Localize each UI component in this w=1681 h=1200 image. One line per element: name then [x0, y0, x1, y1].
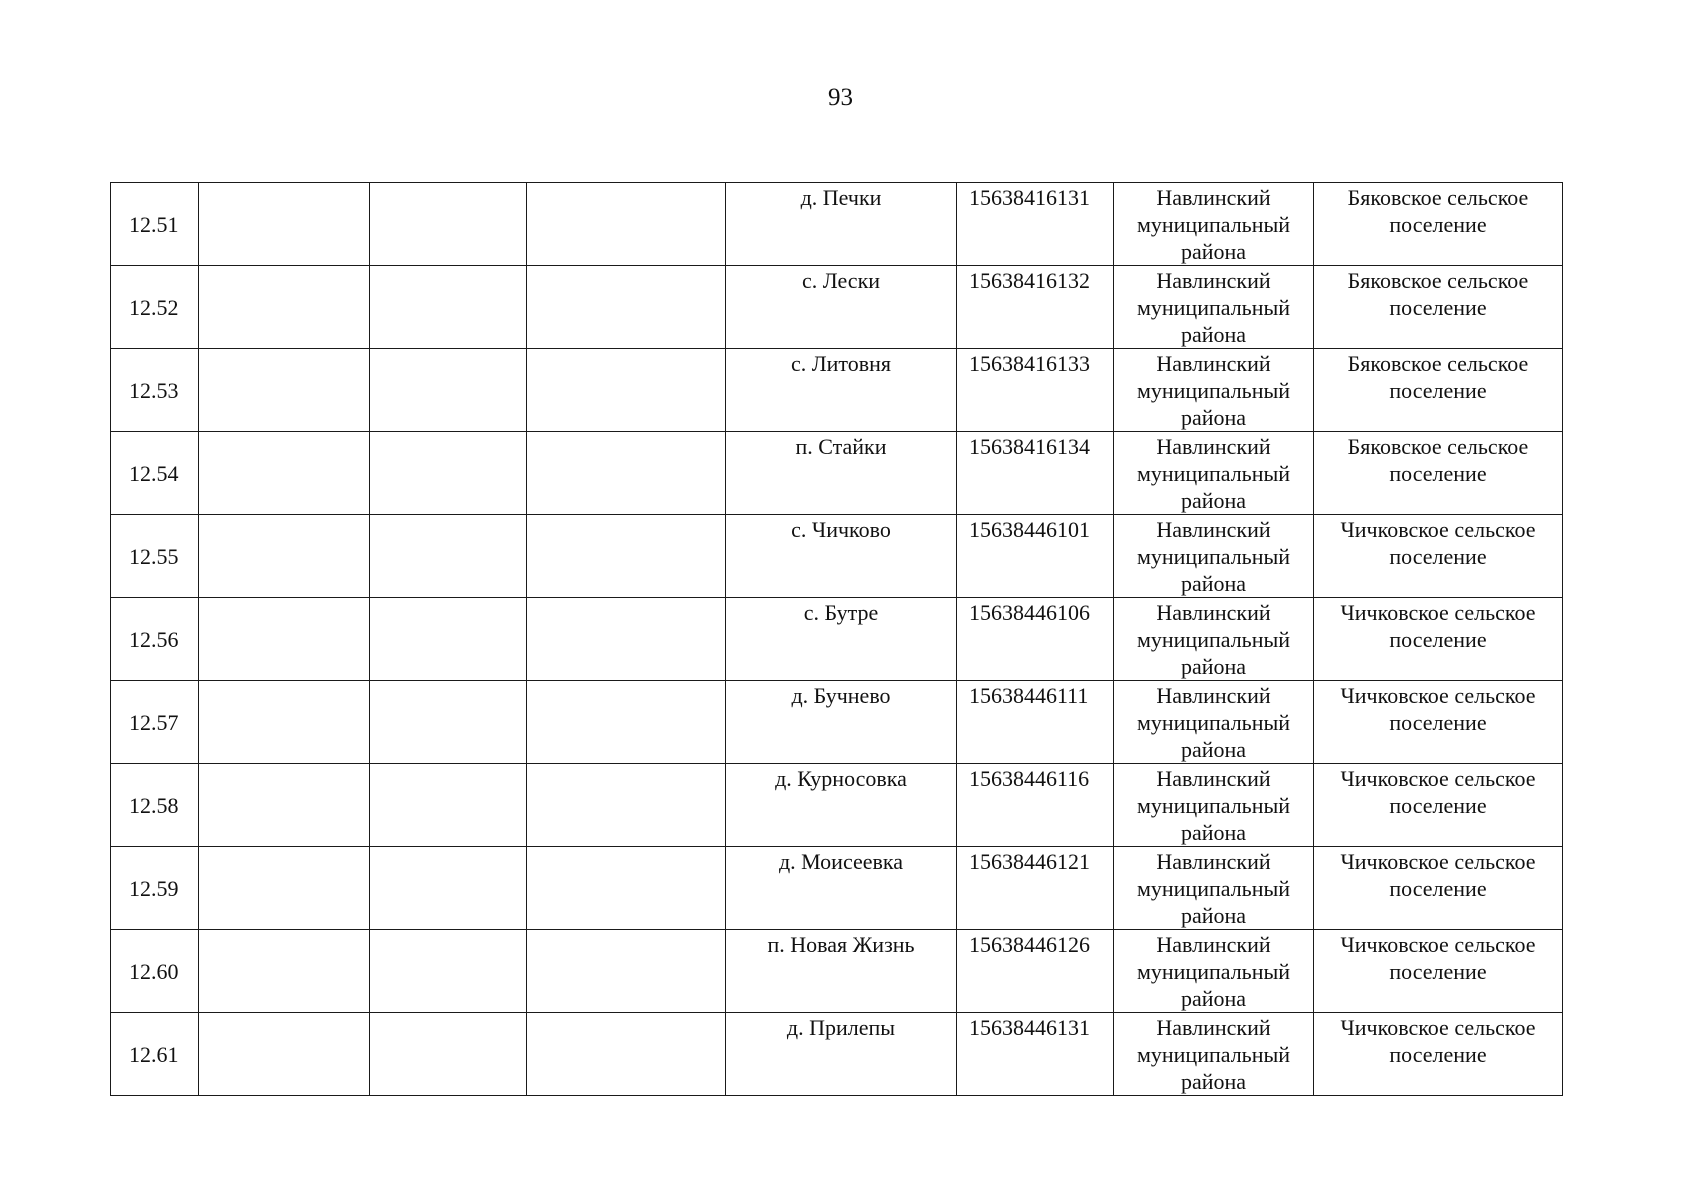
empty-cell: [527, 183, 726, 266]
municipality-name: [1314, 432, 1563, 515]
district-line: района: [1180, 488, 1247, 513]
table-row: [111, 349, 1563, 432]
oktmo-code: 15638446116: [957, 764, 1114, 847]
row-number: 12.54: [111, 432, 199, 515]
district-line: муниципальный: [1136, 295, 1291, 320]
settlement-name: д. Печки: [726, 183, 957, 266]
empty-cell: [370, 764, 527, 847]
settlement-name: д. Бучнево: [726, 681, 957, 764]
municipality-name: [1314, 764, 1563, 847]
empty-cell: [527, 847, 726, 930]
district-name: [1114, 432, 1314, 515]
empty-cell: [370, 266, 527, 349]
district-line: района: [1180, 322, 1247, 347]
empty-cell: [370, 349, 527, 432]
oktmo-code: 15638446111: [957, 681, 1114, 764]
settlement-name: д. Курносовка: [726, 764, 957, 847]
district-name: [1114, 183, 1314, 266]
district-line: района: [1180, 986, 1247, 1011]
district-line: Навлинский: [1156, 600, 1271, 625]
oktmo-code: 15638446126: [957, 930, 1114, 1013]
district-name: [1114, 764, 1314, 847]
district-name: [1114, 349, 1314, 432]
district-name: [1114, 847, 1314, 930]
empty-cell: [527, 349, 726, 432]
district-line: муниципальный: [1136, 1042, 1291, 1067]
district-line: района: [1180, 737, 1247, 762]
district-line: муниципальный: [1136, 378, 1291, 403]
table-row: [111, 847, 1563, 930]
municipality-line: поселение: [1389, 959, 1487, 984]
row-number: 12.59: [111, 847, 199, 930]
oktmo-code: 15638446131: [957, 1013, 1114, 1096]
municipality-line: Бяковское сельское: [1347, 268, 1529, 293]
table-row: [111, 1013, 1563, 1096]
empty-cell: [527, 764, 726, 847]
municipality-line: Чичковское сельское: [1340, 766, 1536, 791]
empty-cell: [370, 183, 527, 266]
table-body: [111, 183, 1563, 1096]
empty-cell: [370, 515, 527, 598]
district-line: Навлинский: [1156, 268, 1271, 293]
empty-cell: [199, 930, 370, 1013]
settlements-table: [110, 182, 1563, 1096]
district-line: муниципальный: [1136, 793, 1291, 818]
oktmo-code: 15638416131: [957, 183, 1114, 266]
district-line: муниципальный: [1136, 959, 1291, 984]
municipality-line: поселение: [1389, 710, 1487, 735]
row-number: 12.58: [111, 764, 199, 847]
district-line: Навлинский: [1156, 351, 1271, 376]
empty-cell: [370, 681, 527, 764]
district-name: [1114, 515, 1314, 598]
district-line: муниципальный: [1136, 461, 1291, 486]
municipality-name: [1314, 681, 1563, 764]
municipality-line: поселение: [1389, 876, 1487, 901]
district-line: района: [1180, 1069, 1247, 1094]
empty-cell: [370, 598, 527, 681]
municipality-name: [1314, 349, 1563, 432]
district-line: района: [1180, 820, 1247, 845]
district-name: [1114, 598, 1314, 681]
row-number: 12.61: [111, 1013, 199, 1096]
oktmo-code: 15638446101: [957, 515, 1114, 598]
district-line: муниципальный: [1136, 876, 1291, 901]
empty-cell: [199, 764, 370, 847]
page-number: 93: [828, 84, 853, 111]
row-number: 12.53: [111, 349, 199, 432]
district-name: [1114, 930, 1314, 1013]
settlement-name: п. Стайки: [726, 432, 957, 515]
table-row: [111, 764, 1563, 847]
municipality-line: Чичковское сельское: [1340, 849, 1536, 874]
district-line: муниципальный: [1136, 212, 1291, 237]
municipality-name: [1314, 847, 1563, 930]
settlement-name: д. Прилепы: [726, 1013, 957, 1096]
district-line: муниципальный: [1136, 627, 1291, 652]
oktmo-code: 15638416132: [957, 266, 1114, 349]
empty-cell: [370, 847, 527, 930]
district-line: Навлинский: [1156, 932, 1271, 957]
municipality-line: поселение: [1389, 627, 1487, 652]
empty-cell: [199, 681, 370, 764]
empty-cell: [527, 432, 726, 515]
municipality-line: Чичковское сельское: [1340, 517, 1536, 542]
settlement-name: п. Новая Жизнь: [726, 930, 957, 1013]
row-number: 12.60: [111, 930, 199, 1013]
empty-cell: [527, 266, 726, 349]
municipality-line: поселение: [1389, 378, 1487, 403]
district-name: [1114, 681, 1314, 764]
municipality-line: поселение: [1389, 1042, 1487, 1067]
empty-cell: [199, 847, 370, 930]
municipality-line: Чичковское сельское: [1340, 683, 1536, 708]
empty-cell: [527, 930, 726, 1013]
settlement-name: с. Бутре: [726, 598, 957, 681]
empty-cell: [527, 1013, 726, 1096]
empty-cell: [527, 515, 726, 598]
empty-cell: [527, 681, 726, 764]
row-number: 12.55: [111, 515, 199, 598]
municipality-name: [1314, 266, 1563, 349]
empty-cell: [199, 432, 370, 515]
district-line: Навлинский: [1156, 849, 1271, 874]
oktmo-code: 15638446106: [957, 598, 1114, 681]
empty-cell: [370, 432, 527, 515]
district-line: района: [1180, 571, 1247, 596]
row-number: 12.57: [111, 681, 199, 764]
district-line: района: [1180, 654, 1247, 679]
district-name: [1114, 266, 1314, 349]
empty-cell: [199, 1013, 370, 1096]
oktmo-code: 15638446121: [957, 847, 1114, 930]
row-number: 12.52: [111, 266, 199, 349]
row-number: 12.51: [111, 183, 199, 266]
table-row: [111, 266, 1563, 349]
municipality-line: поселение: [1389, 793, 1487, 818]
district-line: муниципальный: [1136, 544, 1291, 569]
district-line: района: [1180, 903, 1247, 928]
settlement-name: д. Моисеевка: [726, 847, 957, 930]
municipality-name: [1314, 515, 1563, 598]
municipality-name: [1314, 930, 1563, 1013]
table-row: [111, 598, 1563, 681]
municipality-line: Чичковское сельское: [1340, 932, 1536, 957]
municipality-line: поселение: [1389, 461, 1487, 486]
empty-cell: [199, 515, 370, 598]
empty-cell: [370, 1013, 527, 1096]
oktmo-code: 15638416133: [957, 349, 1114, 432]
municipality-line: поселение: [1389, 212, 1487, 237]
empty-cell: [199, 266, 370, 349]
table-row: [111, 183, 1563, 266]
municipality-name: [1314, 183, 1563, 266]
district-line: муниципальный: [1136, 710, 1291, 735]
municipality-line: Бяковское сельское: [1347, 351, 1529, 376]
district-line: Навлинский: [1156, 434, 1271, 459]
district-line: Навлинский: [1156, 766, 1271, 791]
municipality-line: Чичковское сельское: [1340, 600, 1536, 625]
row-number: 12.56: [111, 598, 199, 681]
municipality-line: Бяковское сельское: [1347, 434, 1529, 459]
district-name: [1114, 1013, 1314, 1096]
municipality-line: Бяковское сельское: [1347, 185, 1529, 210]
empty-cell: [199, 183, 370, 266]
district-line: Навлинский: [1156, 683, 1271, 708]
municipality-line: поселение: [1389, 544, 1487, 569]
district-line: района: [1180, 405, 1247, 430]
district-line: района: [1180, 239, 1247, 264]
district-line: Навлинский: [1156, 1015, 1271, 1040]
empty-cell: [370, 930, 527, 1013]
empty-cell: [199, 598, 370, 681]
table-row: [111, 515, 1563, 598]
empty-cell: [199, 349, 370, 432]
table-row: [111, 432, 1563, 515]
municipality-line: Чичковское сельское: [1340, 1015, 1536, 1040]
table-row: [111, 681, 1563, 764]
settlement-name: с. Чичково: [726, 515, 957, 598]
district-line: Навлинский: [1156, 517, 1271, 542]
settlement-name: с. Лески: [726, 266, 957, 349]
municipality-line: поселение: [1389, 295, 1487, 320]
settlement-name: с. Литовня: [726, 349, 957, 432]
table-row: [111, 930, 1563, 1013]
oktmo-code: 15638416134: [957, 432, 1114, 515]
municipality-name: [1314, 1013, 1563, 1096]
district-line: Навлинский: [1156, 185, 1271, 210]
municipality-name: [1314, 598, 1563, 681]
empty-cell: [527, 598, 726, 681]
